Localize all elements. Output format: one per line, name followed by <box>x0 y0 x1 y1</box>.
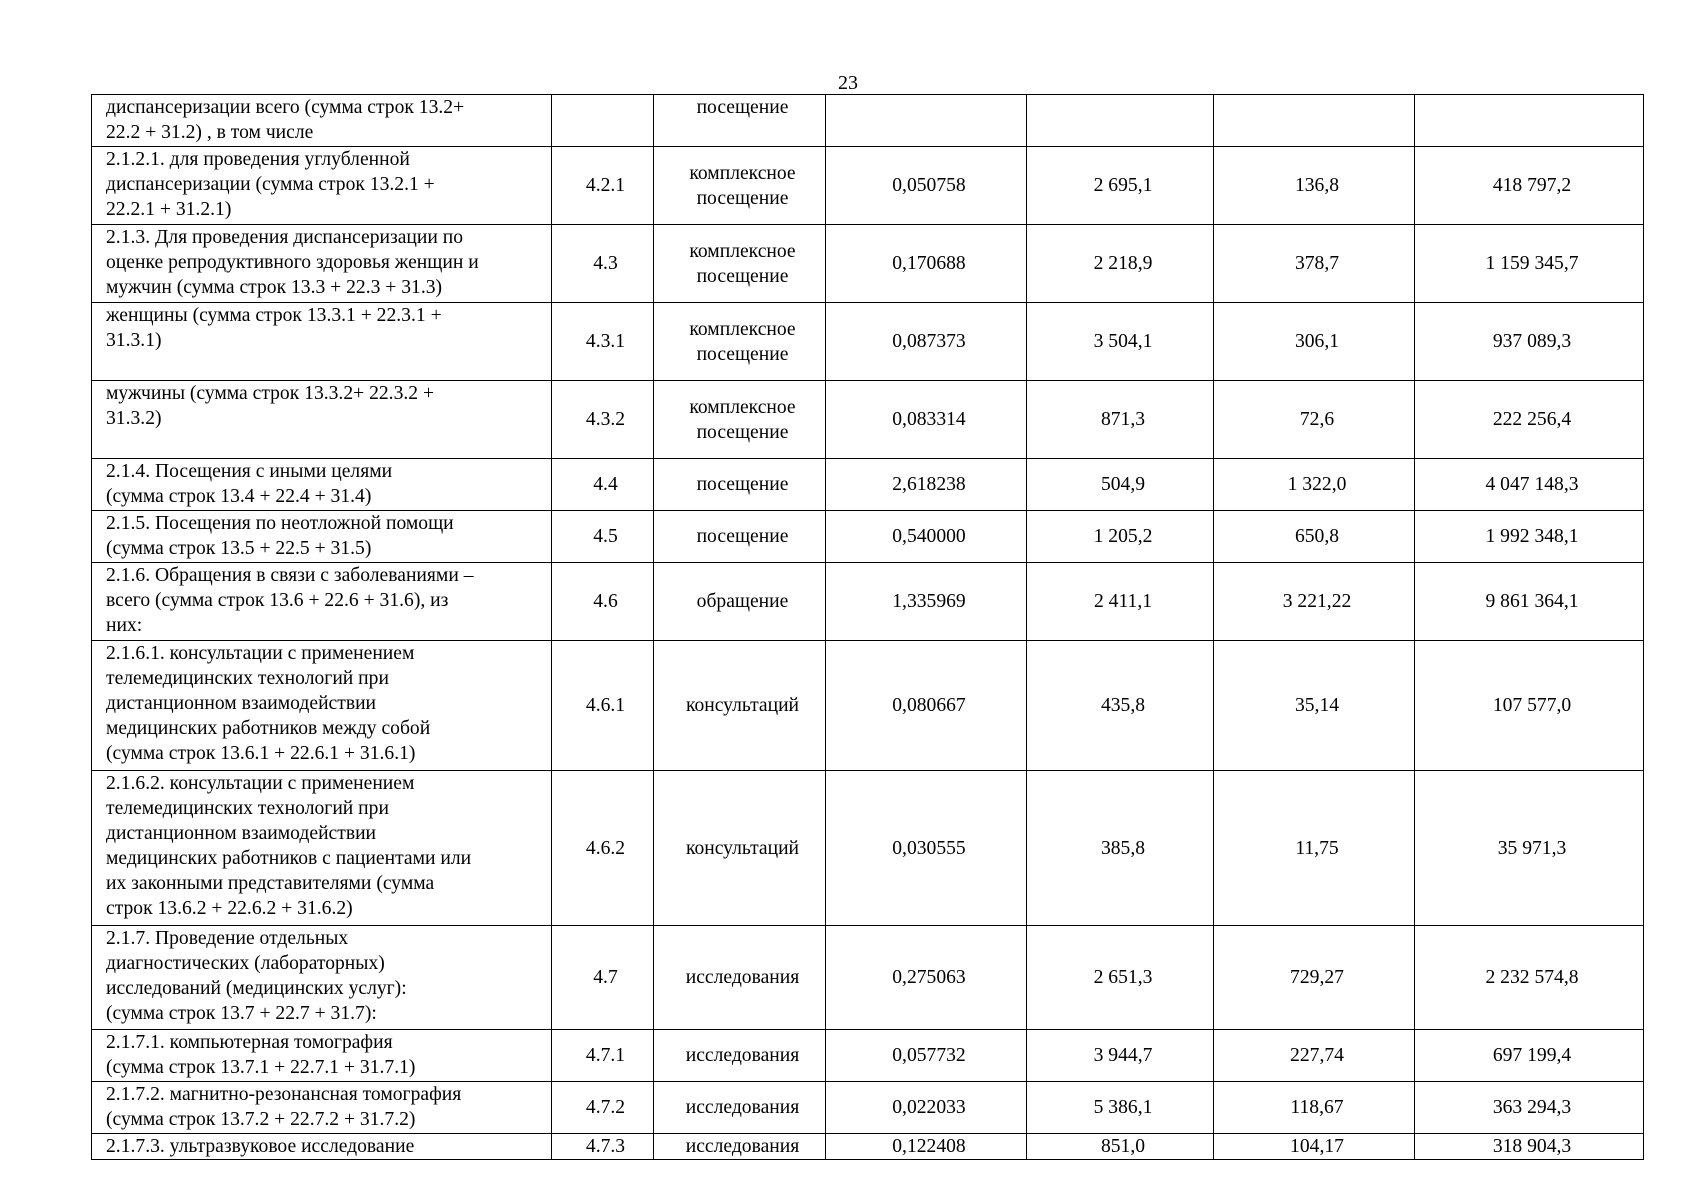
row-cost-cell: 2 411,1 <box>1027 563 1214 641</box>
table-row <box>92 1082 1644 1134</box>
row-per-capita-cell: 136,8 <box>1214 147 1415 225</box>
row-unit-cell: комплексное посещение <box>654 303 826 381</box>
row-unit-cell: комплексное посещение <box>654 381 826 459</box>
row-norm-cell: 0,122408 <box>826 1134 1027 1160</box>
row-norm-cell: 2,618238 <box>826 459 1027 511</box>
table-row <box>92 563 1644 641</box>
row-total-cell <box>1415 95 1644 147</box>
row-total-cell: 4 047 148,3 <box>1415 459 1644 511</box>
row-total-cell: 222 256,4 <box>1415 381 1644 459</box>
row-per-capita-cell: 72,6 <box>1214 381 1415 459</box>
row-name-cell: 2.1.6. Обращения в связи с заболеваниями – всего (сумма строк 13.6 + 22.6 + 31.6), из них: <box>92 563 552 641</box>
row-cost-cell: 504,9 <box>1027 459 1214 511</box>
table-row <box>92 381 1644 459</box>
row-norm-cell: 0,022033 <box>826 1082 1027 1134</box>
row-per-capita-cell: 118,67 <box>1214 1082 1415 1134</box>
row-unit-cell: посещение <box>654 459 826 511</box>
row-norm-cell: 0,083314 <box>826 381 1027 459</box>
row-name-cell: диспансеризации всего (сумма строк 13.2+ 22.2 + 31.2) , в том числе <box>92 95 552 147</box>
row-per-capita-cell: 729,27 <box>1214 926 1415 1030</box>
row-name-cell: 2.1.3. Для проведения диспансеризации по оценке репродуктивного здоровья женщин и мужчин (сумма строк 13.3 + 22.3 + 31.3) <box>92 225 552 303</box>
row-name-cell: 2.1.7.2. магнитно-резонансная томография (сумма строк 13.7.2 + 22.7.2 + 31.7.2) <box>92 1082 552 1134</box>
row-unit-cell: посещение <box>654 95 826 147</box>
row-cost-cell: 435,8 <box>1027 641 1214 771</box>
row-unit-cell: исследования <box>654 1030 826 1082</box>
row-unit-cell: комплексное посещение <box>654 225 826 303</box>
row-unit-cell: посещение <box>654 511 826 563</box>
row-per-capita-cell: 11,75 <box>1214 771 1415 926</box>
row-cost-cell: 2 651,3 <box>1027 926 1214 1030</box>
row-line-cell: 4.3.2 <box>552 381 654 459</box>
row-name-cell: 2.1.7. Проведение отдельных диагностических (лабораторных) исследований (медицинских услуг): (сумма строк 13.7 + 22.7 + 31.7): <box>92 926 552 1030</box>
row-total-cell: 35 971,3 <box>1415 771 1644 926</box>
row-total-cell: 1 159 345,7 <box>1415 225 1644 303</box>
row-unit-cell: исследования <box>654 1134 826 1160</box>
row-line-cell: 4.6 <box>552 563 654 641</box>
row-norm-cell: 0,030555 <box>826 771 1027 926</box>
row-norm-cell: 0,275063 <box>826 926 1027 1030</box>
table-row <box>92 1030 1644 1082</box>
page-number: 23 <box>838 72 858 94</box>
row-norm-cell <box>826 95 1027 147</box>
row-name-cell: женщины (сумма строк 13.3.1 + 22.3.1 + 31.3.1) <box>92 303 552 381</box>
row-cost-cell: 2 695,1 <box>1027 147 1214 225</box>
row-norm-cell: 0,057732 <box>826 1030 1027 1082</box>
row-unit-cell: комплексное посещение <box>654 147 826 225</box>
table-row <box>92 459 1644 511</box>
row-name-cell: 2.1.7.3. ультразвуковое исследование <box>92 1134 552 1160</box>
row-unit-cell: исследования <box>654 926 826 1030</box>
table-row <box>92 511 1644 563</box>
row-cost-cell: 851,0 <box>1027 1134 1214 1160</box>
row-per-capita-cell: 3 221,22 <box>1214 563 1415 641</box>
row-name-cell: 2.1.2.1. для проведения углубленной диспансеризации (сумма строк 13.2.1 + 22.2.1 + 31.2.1) <box>92 147 552 225</box>
table-row <box>92 147 1644 225</box>
row-total-cell: 107 577,0 <box>1415 641 1644 771</box>
row-name-cell: мужчины (сумма строк 13.3.2+ 22.3.2 + 31.3.2) <box>92 381 552 459</box>
row-line-cell: 4.2.1 <box>552 147 654 225</box>
row-cost-cell: 3 944,7 <box>1027 1030 1214 1082</box>
table-row <box>92 1134 1644 1160</box>
row-per-capita-cell: 306,1 <box>1214 303 1415 381</box>
row-cost-cell: 385,8 <box>1027 771 1214 926</box>
row-line-cell: 4.3 <box>552 225 654 303</box>
table-row <box>92 771 1644 926</box>
row-line-cell <box>552 95 654 147</box>
row-norm-cell: 0,540000 <box>826 511 1027 563</box>
row-norm-cell: 1,335969 <box>826 563 1027 641</box>
row-line-cell: 4.6.2 <box>552 771 654 926</box>
row-per-capita-cell: 227,74 <box>1214 1030 1415 1082</box>
row-unit-cell: консультаций <box>654 641 826 771</box>
table-row <box>92 303 1644 381</box>
row-cost-cell <box>1027 95 1214 147</box>
row-total-cell: 937 089,3 <box>1415 303 1644 381</box>
row-total-cell: 318 904,3 <box>1415 1134 1644 1160</box>
row-per-capita-cell <box>1214 95 1415 147</box>
row-cost-cell: 871,3 <box>1027 381 1214 459</box>
row-line-cell: 4.7.1 <box>552 1030 654 1082</box>
row-per-capita-cell: 35,14 <box>1214 641 1415 771</box>
row-name-cell: 2.1.6.2. консультации с применением телемедицинских технологий при дистанционном взаимодействии медицинских работников с пациентами или их законными представителями (сумма строк 13.6.2 + 22.6.2 + 31.6.2) <box>92 771 552 926</box>
row-cost-cell: 1 205,2 <box>1027 511 1214 563</box>
row-total-cell: 1 992 348,1 <box>1415 511 1644 563</box>
table-row <box>92 641 1644 771</box>
row-unit-cell: обращение <box>654 563 826 641</box>
row-cost-cell: 2 218,9 <box>1027 225 1214 303</box>
row-line-cell: 4.7 <box>552 926 654 1030</box>
row-line-cell: 4.5 <box>552 511 654 563</box>
row-line-cell: 4.7.2 <box>552 1082 654 1134</box>
row-per-capita-cell: 378,7 <box>1214 225 1415 303</box>
row-name-cell: 2.1.6.1. консультации с применением телемедицинских технологий при дистанционном взаимодействии медицинских работников между собой (сумма строк 13.6.1 + 22.6.1 + 31.6.1) <box>92 641 552 771</box>
row-name-cell: 2.1.4. Посещения с иными целями (сумма строк 13.4 + 22.4 + 31.4) <box>92 459 552 511</box>
row-total-cell: 9 861 364,1 <box>1415 563 1644 641</box>
row-total-cell: 363 294,3 <box>1415 1082 1644 1134</box>
row-name-cell: 2.1.5. Посещения по неотложной помощи (сумма строк 13.5 + 22.5 + 31.5) <box>92 511 552 563</box>
row-unit-cell: исследования <box>654 1082 826 1134</box>
data-table <box>91 94 1644 1160</box>
row-line-cell: 4.4 <box>552 459 654 511</box>
row-line-cell: 4.3.1 <box>552 303 654 381</box>
row-norm-cell: 0,050758 <box>826 147 1027 225</box>
row-cost-cell: 3 504,1 <box>1027 303 1214 381</box>
table-row <box>92 225 1644 303</box>
table-row <box>92 926 1644 1030</box>
row-norm-cell: 0,170688 <box>826 225 1027 303</box>
row-total-cell: 418 797,2 <box>1415 147 1644 225</box>
table-row <box>92 95 1644 147</box>
row-line-cell: 4.6.1 <box>552 641 654 771</box>
row-total-cell: 697 199,4 <box>1415 1030 1644 1082</box>
row-name-cell: 2.1.7.1. компьютерная томография (сумма строк 13.7.1 + 22.7.1 + 31.7.1) <box>92 1030 552 1082</box>
row-cost-cell: 5 386,1 <box>1027 1082 1214 1134</box>
row-per-capita-cell: 1 322,0 <box>1214 459 1415 511</box>
row-unit-cell: консультаций <box>654 771 826 926</box>
row-line-cell: 4.7.3 <box>552 1134 654 1160</box>
row-norm-cell: 0,087373 <box>826 303 1027 381</box>
row-per-capita-cell: 104,17 <box>1214 1134 1415 1160</box>
row-norm-cell: 0,080667 <box>826 641 1027 771</box>
row-per-capita-cell: 650,8 <box>1214 511 1415 563</box>
row-total-cell: 2 232 574,8 <box>1415 926 1644 1030</box>
